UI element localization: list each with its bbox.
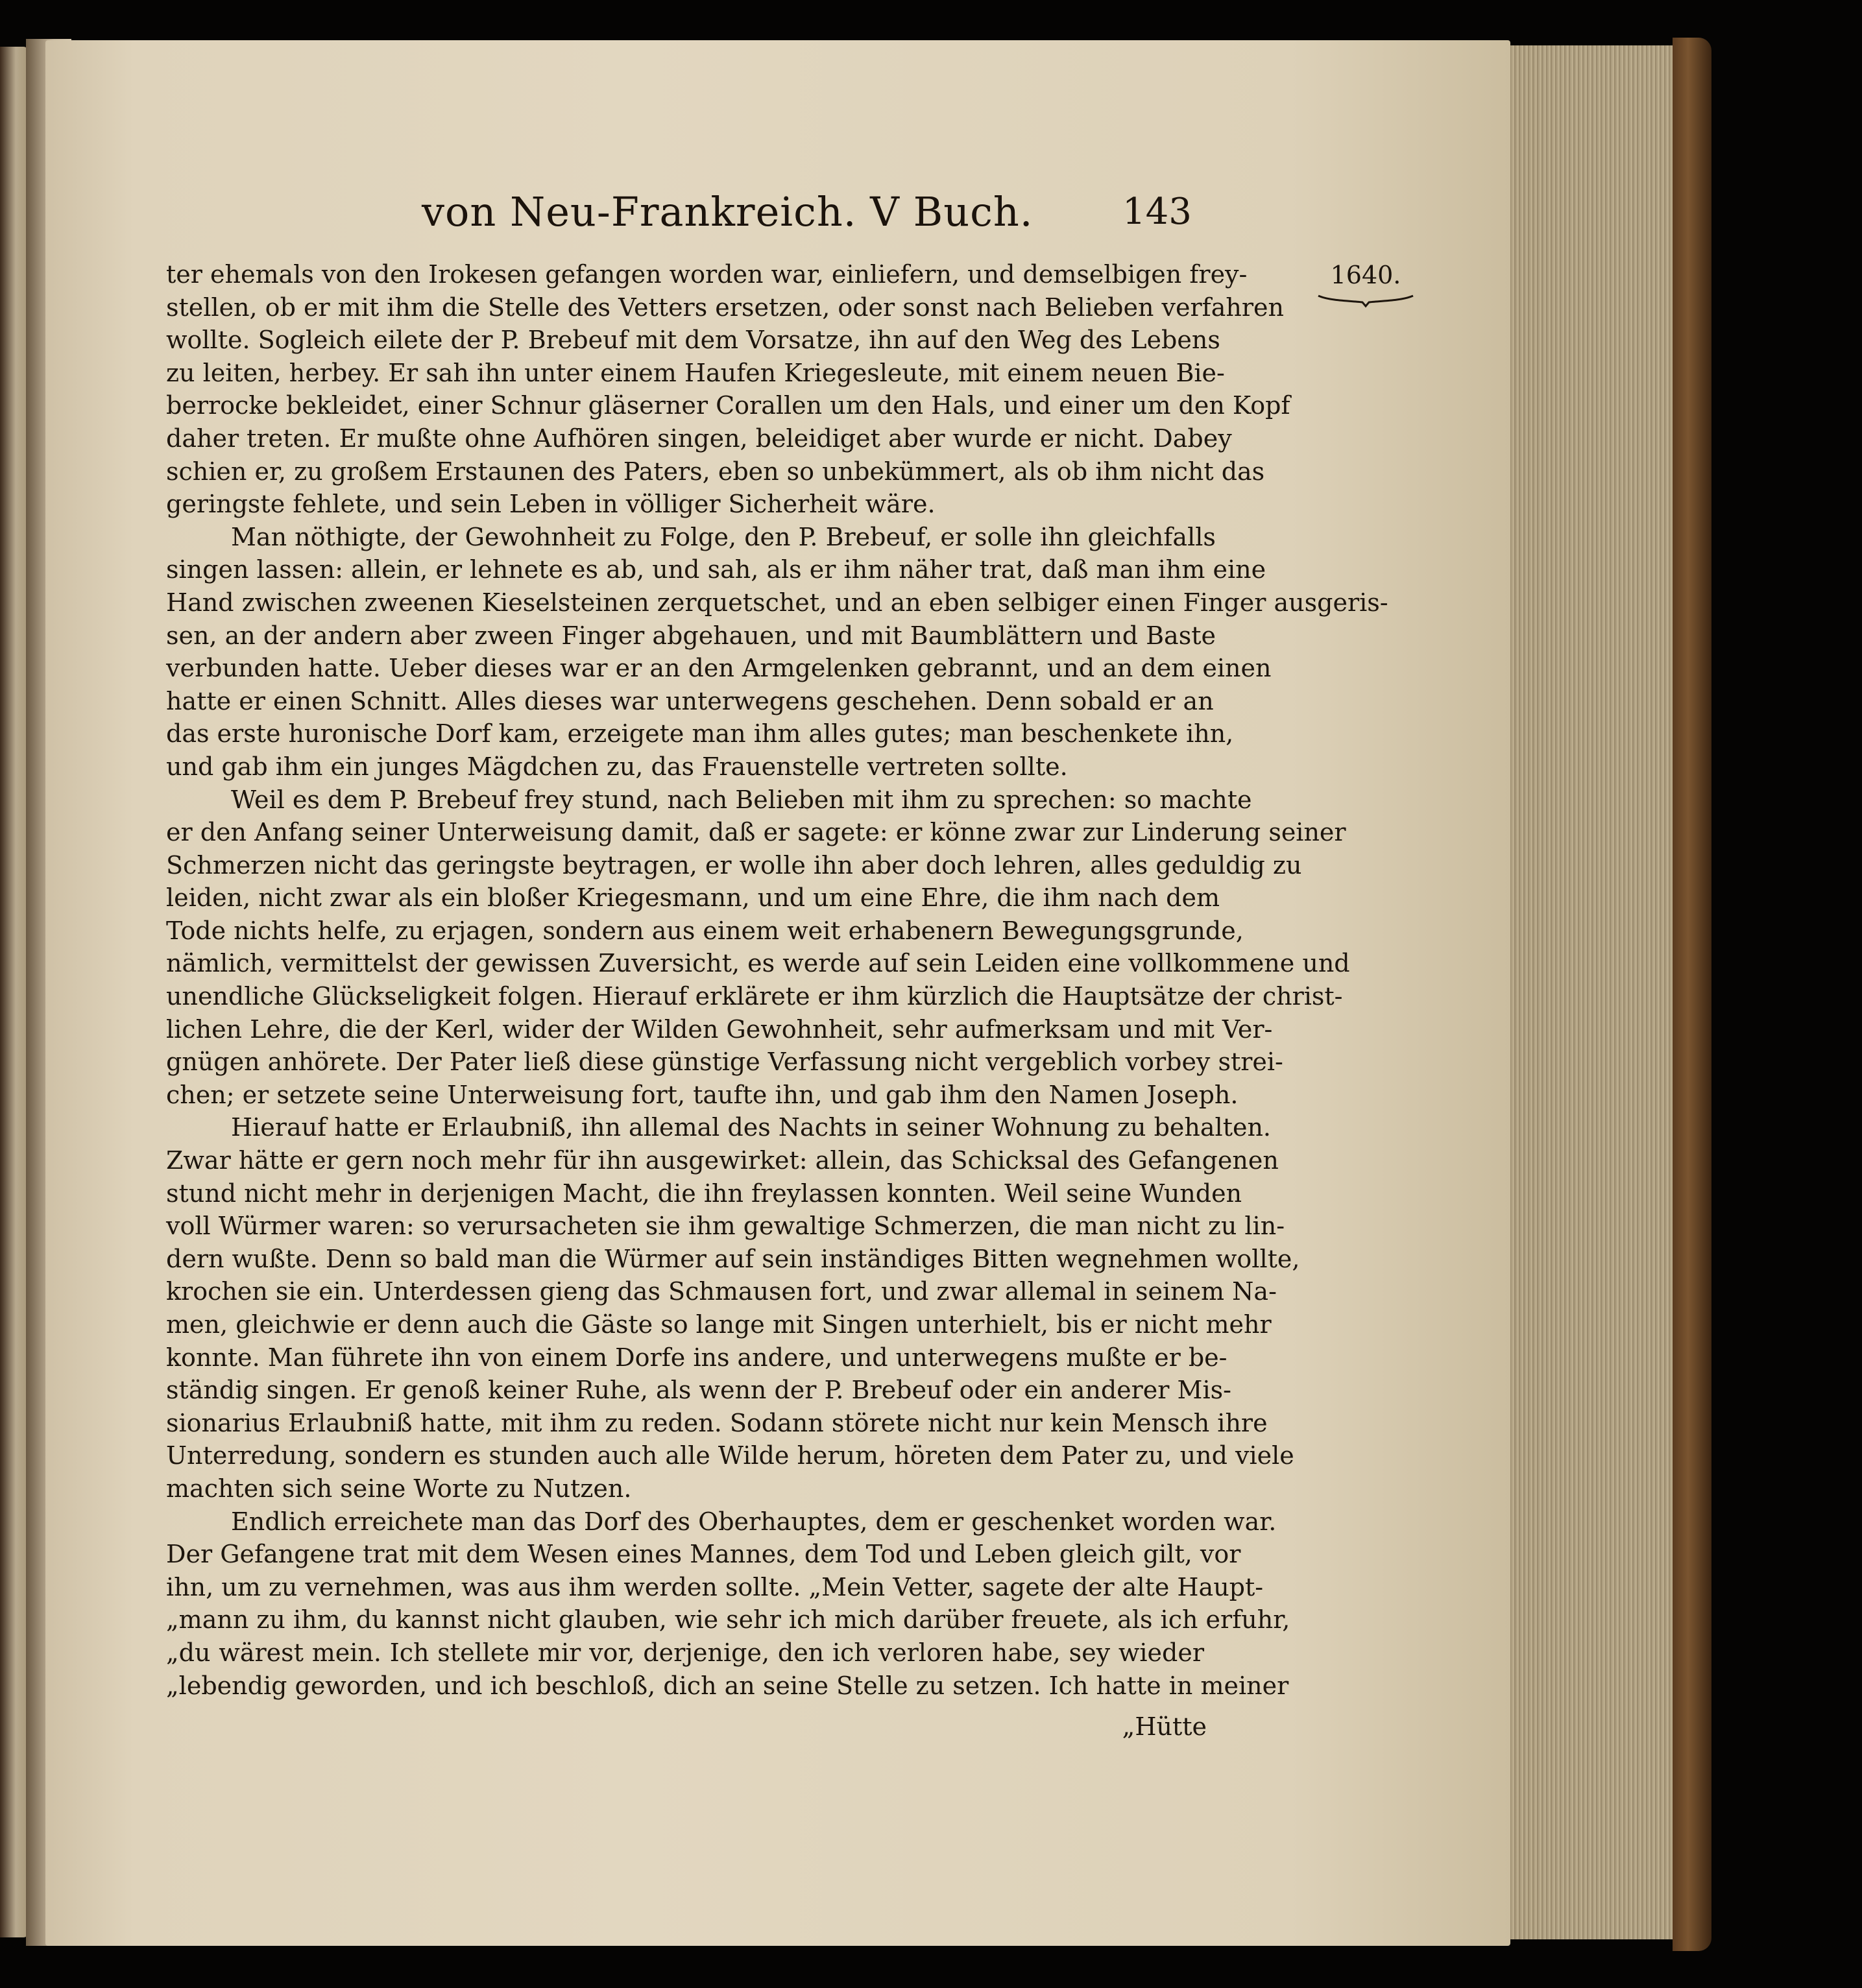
text-line: Der Gefangene trat mit dem Wesen eines Mannes, dem Tod und Leben gleich gilt, vor xyxy=(166,1540,1241,1569)
text-line: geringste fehlete, und sein Leben in völliger Sicherheit wäre. xyxy=(166,490,936,519)
text-line: „lebendig geworden, und ich beschloß, dich an seine Stelle zu setzen. Ich hatte in meiner xyxy=(166,1671,1289,1700)
bracket-ornament xyxy=(1317,293,1414,307)
text-line: „du wärest mein. Ich stellete mir vor, derjenige, den ich verloren habe, sey wieder xyxy=(166,1638,1204,1667)
text-line: berrocke bekleidet, einer Schnur gläserner Corallen um den Hals, und einer um den Kopf xyxy=(166,391,1290,420)
text-line: „mann zu ihm, du kannst nicht glauben, wie sehr ich mich darüber freuete, als ich erfuhr, xyxy=(166,1605,1290,1635)
text-line: ständig singen. Er genoß keiner Ruhe, als wenn der P. Brebeuf oder ein anderer Mis- xyxy=(166,1376,1231,1405)
text-line: leiden, nicht zwar als ein bloßer Kriegesmann, und um eine Ehre, die ihm nach dem xyxy=(166,883,1220,913)
text-line: hatte er einen Schnitt. Alles dieses war unterwegens geschehen. Denn sobald er an xyxy=(166,686,1214,715)
text-line: Man nöthigte, der Gewohnheit zu Folge, den P. Brebeuf, er solle ihn gleichfalls xyxy=(231,522,1216,551)
text-line: Hierauf hatte er Erlaubniß, ihn allemal des Nachts in seiner Wohnung zu behalten. xyxy=(231,1113,1272,1142)
text-line: dern wußte. Denn so bald man die Würmer auf sein inständiges Bitten wegnehmen wollte, xyxy=(166,1244,1300,1273)
text-line: schien er, zu großem Erstaunen des Paters, eben so unbekümmert, als ob ihm nicht das xyxy=(166,457,1265,486)
text-line: chen; er setzete seine Unterweisung fort, taufte ihn, und gab ihm den Namen Joseph. xyxy=(166,1080,1239,1109)
text-line: ihn, um zu vernehmen, was aus ihm werden sollte. „Mein Vetter, sagete der alte Haupt- xyxy=(166,1572,1264,1601)
text-line: Schmerzen nicht das geringste beytragen, er wolle ihn aber doch lehren, alles geduldig zu xyxy=(166,850,1302,880)
page-fore-edge xyxy=(1505,45,1676,1939)
previous-page-edge xyxy=(0,47,29,1937)
text-line: nämlich, vermittelst der gewissen Zuversicht, es werde auf sein Leiden eine vollkommene und xyxy=(166,949,1350,978)
text-line: sen, an der andern aber zween Finger abgehauen, und mit Baumblättern und Baste xyxy=(166,621,1216,650)
text-line: Unterredung, sondern es stunden auch alle Wilde herum, höreten dem Pater zu, und viele xyxy=(166,1441,1294,1470)
text-line: das erste huronische Dorf kam, erzeigete man ihm alles gutes; man beschenkete ihn, xyxy=(166,719,1234,748)
book-cover-edge xyxy=(1673,38,1711,1951)
text-line: stund nicht mehr in derjenigen Macht, die ihn freylassen konnten. Weil seine Wunden xyxy=(166,1179,1242,1208)
text-line: singen lassen: allein, er lehnete es ab, und sah, als er ihm näher trat, daß man ihm eine xyxy=(166,555,1266,584)
text-line: stellen, ob er mit ihm die Stelle des Vetters ersetzen, oder sonst nach Belieben verfahren xyxy=(166,293,1284,322)
running-head: von Neu-Frankreich. V Buch. xyxy=(422,188,1034,235)
page-header xyxy=(422,188,1200,250)
text-line: gnügen anhörete. Der Pater ließ diese günstige Verfassung nicht vergeblich vorbey strei- xyxy=(166,1048,1283,1077)
margin-note xyxy=(1314,261,1418,307)
text-line: krochen sie ein. Unterdessen gieng das Schmausen fort, und zwar allemal in seinem Na- xyxy=(166,1277,1277,1306)
text-line: und gab ihm ein junges Mägdchen zu, das Frauenstelle vertreten sollte. xyxy=(166,752,1068,781)
margin-year: 1640. xyxy=(1330,261,1401,289)
text-line: men, gleichwie er denn auch die Gäste so lange mit Singen unterhielt, bis er nicht mehr xyxy=(166,1310,1272,1339)
text-line: sionarius Erlaubniß hatte, mit ihm zu reden. Sodann störete nicht nur kein Mensch ihre xyxy=(166,1408,1268,1437)
text-line: unendliche Glückseligkeit folgen. Hierauf erklärete er ihm kürzlich die Hauptsätze der christ- xyxy=(166,982,1343,1011)
text-line: wollte. Sogleich eilete der P. Brebeuf mit dem Vorsatze, ihn auf den Weg des Lebens xyxy=(166,326,1220,355)
text-line: ter ehemals von den Irokesen gefangen worden war, einliefern, und demselbigen frey- xyxy=(166,260,1248,289)
text-line: voll Würmer waren: so verursacheten sie ihm gewaltige Schmerzen, die man nicht zu lin- xyxy=(166,1212,1285,1241)
text-line: daher treten. Er mußte ohne Aufhören singen, beleidiget aber wurde er nicht. Dabey xyxy=(166,424,1232,453)
text-line: machten sich seine Worte zu Nutzen. xyxy=(166,1474,632,1503)
text-line: lichen Lehre, die der Kerl, wider der Wilden Gewohnheit, sehr aufmerksam und mit Ver- xyxy=(166,1014,1273,1044)
page-number: 143 xyxy=(1122,191,1192,233)
text-line: Hand zwischen zweenen Kieselsteinen zerquetschet, und an eben selbiger einen Finger ausgeris- xyxy=(166,588,1388,617)
text-line: Weil es dem P. Brebeuf frey stund, nach Belieben mit ihm zu sprechen: so machte xyxy=(231,785,1252,814)
text-line: zu leiten, herbey. Er sah ihn unter einem Haufen Kriegesleute, mit einem neuen Bie- xyxy=(166,358,1225,387)
text-line: konnte. Man führete ihn von einem Dorfe ins andere, und unterwegens mußte er be- xyxy=(166,1343,1227,1372)
text-line: Tode nichts helfe, zu erjagen, sondern aus einem weit erhabenern Bewegungsgrunde, xyxy=(166,916,1244,945)
text-line: verbunden hatte. Ueber dieses war er an den Armgelenken gebrannt, und an dem einen xyxy=(166,654,1272,683)
text-line: er den Anfang seiner Unterweisung damit, daß er sagete: er könne zwar zur Linderung seiner xyxy=(166,818,1346,847)
text-line: Zwar hätte er gern noch mehr für ihn ausgewirket: allein, das Schicksal des Gefangenen xyxy=(166,1146,1279,1175)
book-page xyxy=(45,40,1510,1946)
catchword: „Hütte xyxy=(1122,1712,1207,1741)
text-line: Endlich erreichete man das Dorf des Oberhauptes, dem er geschenket worden war. xyxy=(231,1507,1277,1536)
